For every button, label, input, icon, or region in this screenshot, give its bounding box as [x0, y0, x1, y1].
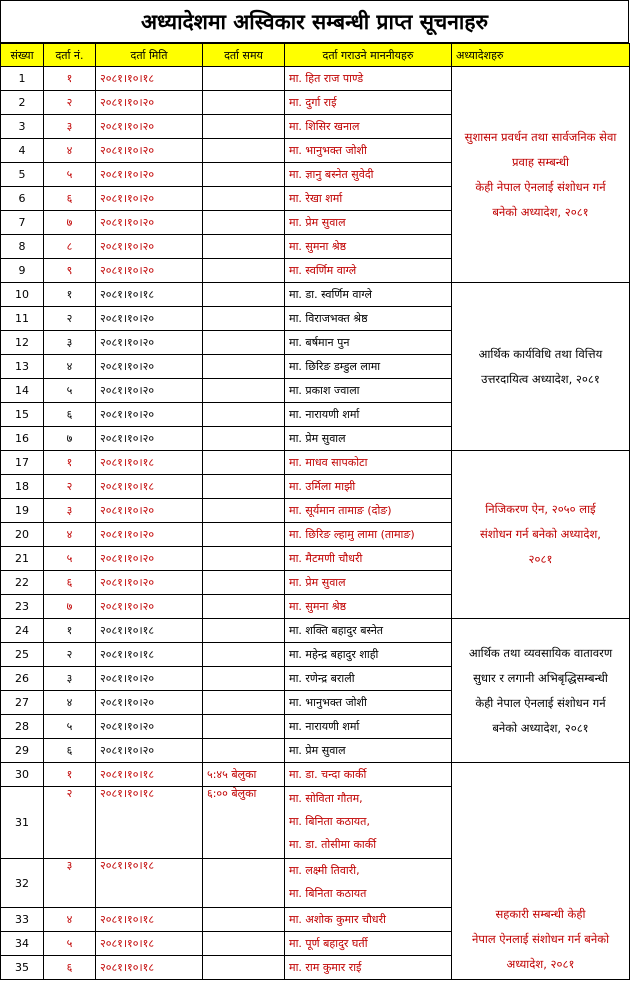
member-name: मा. भानुभक्त जोशी: [289, 144, 367, 157]
reg-date-cell: २०८१।१०।१८: [96, 475, 203, 499]
serial-cell: 9: [1, 259, 44, 283]
serial-cell: 33: [1, 908, 44, 932]
reg-date-cell: २०८१।१०।२०: [96, 571, 203, 595]
reg-no-cell: ३: [44, 115, 96, 139]
reg-time-cell: ५:४५ बेलुका: [203, 763, 285, 787]
reg-no-cell: २: [44, 787, 96, 859]
reg-no-cell: ४: [44, 355, 96, 379]
serial-cell: 32: [1, 859, 44, 908]
reg-time-cell: [203, 475, 285, 499]
reg-date-cell: २०८१।१०।२०: [96, 403, 203, 427]
serial-cell: 10: [1, 283, 44, 307]
reg-time-cell: [203, 547, 285, 571]
member-name: मा. बर्षमान पुन: [289, 336, 350, 349]
reg-date-cell: २०८१।१०।२०: [96, 691, 203, 715]
serial-cell: 6: [1, 187, 44, 211]
member-names-cell: [285, 187, 452, 211]
serial-cell: 8: [1, 235, 44, 259]
member-name: मा. प्रेम सुवाल: [289, 432, 346, 445]
reg-time-cell: [203, 619, 285, 643]
member-names-cell: [285, 571, 452, 595]
member-name: मा. पूर्ण बहादुर घर्ती: [289, 937, 368, 950]
member-name: मा. स्वर्णिम वाग्ले: [289, 264, 357, 277]
member-name: मा. शक्ति बहादुर बस्नेत: [289, 624, 384, 637]
serial-cell: 17: [1, 451, 44, 475]
reg-time-cell: [203, 715, 285, 739]
serial-cell: 19: [1, 499, 44, 523]
serial-cell: 5: [1, 163, 44, 187]
member-name: मा. महेन्द्र बहादुर शाही: [289, 648, 379, 661]
reg-date-cell: २०८१।१०।१८: [96, 619, 203, 643]
reg-no-cell: १: [44, 763, 96, 787]
ordinance-cell: [452, 619, 630, 763]
table-row: [1, 283, 630, 307]
serial-cell: 11: [1, 307, 44, 331]
serial-cell: 20: [1, 523, 44, 547]
reg-time-cell: [203, 163, 285, 187]
member-names-cell: [285, 115, 452, 139]
member-names-cell: [285, 475, 452, 499]
reg-time-cell: [203, 307, 285, 331]
reg-date-cell: २०८१।१०।२०: [96, 115, 203, 139]
reg-date-cell: २०८१।१०।१८: [96, 787, 203, 859]
reg-no-cell: १: [44, 283, 96, 307]
reg-date-cell: २०८१।१०।२०: [96, 355, 203, 379]
reg-time-cell: [203, 67, 285, 91]
member-name: मा. नारायणी शर्मा: [289, 408, 360, 421]
member-names-cell: [285, 331, 452, 355]
reg-no-cell: ९: [44, 259, 96, 283]
ordinance-line: बनेको अध्यादेश, २०८१: [492, 204, 589, 219]
ordinance-line: केही नेपाल ऐनलाई संशोधन गर्न: [475, 179, 606, 194]
member-name: मा. सुमना श्रेष्ठ: [289, 600, 347, 613]
member-names-cell: [285, 787, 452, 859]
reg-time-cell: [203, 427, 285, 451]
ordinance-line: आर्थिक कार्यविधि तथा वित्तिय: [478, 346, 603, 361]
serial-cell: 26: [1, 667, 44, 691]
reg-no-cell: ६: [44, 956, 96, 980]
ordinance-line: प्रवाह सम्बन्धी: [512, 154, 569, 169]
reg-no-cell: ५: [44, 379, 96, 403]
reg-time-cell: [203, 523, 285, 547]
reg-time-cell: [203, 643, 285, 667]
ordinance-line: सहकारी सम्बन्धी केही: [495, 907, 586, 921]
serial-cell: 12: [1, 331, 44, 355]
reg-date-cell: २०८१।१०।१८: [96, 956, 203, 980]
reg-no-cell: ७: [44, 211, 96, 235]
member-name: मा. डा. तोसीमा कार्की: [289, 838, 377, 851]
reg-date-cell: २०८१।१०।२०: [96, 667, 203, 691]
member-name: मा. विराजभक्त श्रेष्ठ: [289, 312, 368, 325]
member-names-cell: [285, 379, 452, 403]
member-name: मा. मैटमणी चौधरी: [289, 552, 363, 565]
page-title: अध्यादेशमा अस्विकार सम्बन्धी प्राप्त सूचनाहरु: [0, 0, 629, 43]
reg-time-cell: [203, 739, 285, 763]
reg-no-cell: ६: [44, 403, 96, 427]
reg-time-cell: [203, 211, 285, 235]
reg-date-cell: २०८१।१०।२०: [96, 259, 203, 283]
member-name: मा. शिसिर खनाल: [289, 120, 360, 133]
header-reg-no: दर्ता नं.: [44, 44, 96, 67]
serial-cell: 27: [1, 691, 44, 715]
reg-time-cell: [203, 403, 285, 427]
reg-time-cell: [203, 331, 285, 355]
reg-date-cell: २०८१।१०।२०: [96, 211, 203, 235]
member-names-cell: [285, 956, 452, 980]
ordinance-line: केही नेपाल ऐनलाई संशोधन गर्न: [475, 695, 606, 710]
member-names-cell: [285, 691, 452, 715]
reg-no-cell: ५: [44, 932, 96, 956]
member-name: मा. डा. चन्दा कार्की: [289, 768, 367, 781]
serial-cell: 31: [1, 787, 44, 859]
reg-date-cell: २०८१।१०।२०: [96, 91, 203, 115]
reg-time-cell: [203, 235, 285, 259]
reg-date-cell: २०८१।१०।१८: [96, 643, 203, 667]
serial-cell: 16: [1, 427, 44, 451]
reg-date-cell: २०८१।१०।२०: [96, 139, 203, 163]
reg-no-cell: ४: [44, 908, 96, 932]
member-name: मा. रेखा शर्मा: [289, 192, 343, 205]
member-names-cell: [285, 643, 452, 667]
member-name: मा. प्रकाश ज्वाला: [289, 384, 360, 397]
reg-date-cell: २०८१।१०।२०: [96, 235, 203, 259]
member-name: मा. सुमना श्रेष्ठ: [289, 240, 347, 253]
reg-time-cell: [203, 91, 285, 115]
member-name: मा. बिनिता कठायत,: [289, 815, 370, 828]
ordinance-line: २०८१: [528, 552, 553, 566]
ordinance-cell: [452, 283, 630, 451]
reg-date-cell: २०८१।१०।१८: [96, 763, 203, 787]
member-name: मा. प्रेम सुवाल: [289, 216, 346, 229]
reg-date-cell: २०८१।१०।२०: [96, 547, 203, 571]
reg-date-cell: २०८१।१०।१८: [96, 859, 203, 908]
reg-no-cell: १: [44, 67, 96, 91]
member-name: मा. सूर्यमान तामाङ (दोङ): [289, 504, 392, 517]
serial-cell: 22: [1, 571, 44, 595]
member-names-cell: [285, 259, 452, 283]
member-names-cell: [285, 307, 452, 331]
reg-date-cell: २०८१।१०।२०: [96, 379, 203, 403]
reg-no-cell: ३: [44, 667, 96, 691]
ordinance-line: संशोधन गर्न बनेको अध्यादेश,: [480, 527, 601, 541]
reg-no-cell: ७: [44, 427, 96, 451]
reg-no-cell: ४: [44, 139, 96, 163]
reg-no-cell: ५: [44, 547, 96, 571]
reg-time-cell: [203, 667, 285, 691]
serial-cell: 15: [1, 403, 44, 427]
member-names-cell: [285, 547, 452, 571]
reg-date-cell: २०८१।१०।२०: [96, 523, 203, 547]
header-reg-date: दर्ता मिति: [96, 44, 203, 67]
member-name: मा. माधव सापकोटा: [289, 456, 368, 469]
reg-time-cell: [203, 451, 285, 475]
ordinance-line: अध्यादेश, २०८१: [506, 957, 575, 971]
reg-date-cell: २०८१।१०।२०: [96, 163, 203, 187]
reg-date-cell: २०८१।१०।१८: [96, 67, 203, 91]
header-ordinances: अध्यादेशहरु: [452, 44, 630, 67]
member-names-cell: [285, 595, 452, 619]
ordinance-line: बनेको अध्यादेश, २०८१: [492, 720, 589, 735]
member-name: मा. नारायणी शर्मा: [289, 720, 360, 733]
header-reg-time: दर्ता समय: [203, 44, 285, 67]
member-names-cell: [285, 235, 452, 259]
reg-date-cell: २०८१।१०।२०: [96, 739, 203, 763]
serial-cell: 4: [1, 139, 44, 163]
member-name: मा. रणेन्द्र बराली: [289, 672, 355, 685]
reg-date-cell: २०८१।१०।२०: [96, 499, 203, 523]
reg-no-cell: १: [44, 451, 96, 475]
serial-cell: 2: [1, 91, 44, 115]
member-names-cell: [285, 355, 452, 379]
ordinance-line: निजिकरण ऐन, २०५० लाई: [485, 502, 596, 516]
member-name: मा. अशोक कुमार चौधरी: [289, 913, 386, 926]
serial-cell: 1: [1, 67, 44, 91]
serial-cell: 29: [1, 739, 44, 763]
reg-date-cell: २०८१।१०।१८: [96, 283, 203, 307]
reg-no-cell: ६: [44, 739, 96, 763]
serial-cell: 7: [1, 211, 44, 235]
serial-cell: 25: [1, 643, 44, 667]
table-row: [1, 619, 630, 643]
member-name: मा. छिरिङ ल्हामु लामा (तामाङ): [289, 528, 415, 541]
member-names-cell: [285, 715, 452, 739]
member-name: मा. उर्मिला माझी: [289, 480, 356, 493]
reg-no-cell: ५: [44, 715, 96, 739]
member-name: मा. सोविता गौतम,: [289, 792, 363, 805]
ordinance-line: उत्तरदायित्व अध्यादेश, २०८१: [481, 371, 600, 386]
member-names-cell: [285, 667, 452, 691]
member-names-cell: [285, 739, 452, 763]
ordinance-line: आर्थिक तथा व्यवसायिक वातावरण: [468, 645, 613, 660]
ordinance-line: सुधार र लगानी अभिबृद्धिसम्बन्धी: [473, 670, 608, 685]
reg-time-cell: [203, 139, 285, 163]
reg-no-cell: ७: [44, 595, 96, 619]
member-names-cell: [285, 163, 452, 187]
serial-cell: 14: [1, 379, 44, 403]
member-names-cell: [285, 763, 452, 787]
reg-time-cell: [203, 379, 285, 403]
reg-no-cell: १: [44, 619, 96, 643]
ordinance-cell: [452, 763, 630, 980]
serial-cell: 3: [1, 115, 44, 139]
reg-date-cell: २०८१।१०।२०: [96, 331, 203, 355]
serial-cell: 21: [1, 547, 44, 571]
header-serial: संख्या: [1, 44, 44, 67]
member-names-cell: [285, 283, 452, 307]
reg-no-cell: २: [44, 475, 96, 499]
member-name: मा. हित राज पाण्डे: [289, 72, 364, 85]
member-name: मा. प्रेम सुवाल: [289, 576, 346, 589]
reg-time-cell: [203, 691, 285, 715]
reg-time-cell: [203, 908, 285, 932]
member-names-cell: [285, 403, 452, 427]
reg-time-cell: [203, 259, 285, 283]
member-name: मा. दुर्गा राई: [289, 96, 337, 109]
member-names-cell: [285, 908, 452, 932]
reg-date-cell: २०८१।१०।२०: [96, 595, 203, 619]
member-names-cell: [285, 859, 452, 908]
ordinance-line: नेपाल ऐनलाई संशोधन गर्न बनेको: [471, 932, 610, 946]
serial-cell: 28: [1, 715, 44, 739]
member-names-cell: [285, 451, 452, 475]
reg-no-cell: २: [44, 643, 96, 667]
serial-cell: 30: [1, 763, 44, 787]
reg-date-cell: २०८१।१०।२०: [96, 427, 203, 451]
reg-time-cell: [203, 115, 285, 139]
member-names-cell: [285, 91, 452, 115]
reg-date-cell: २०८१।१०।१८: [96, 908, 203, 932]
reg-date-cell: २०८१।१०।२०: [96, 187, 203, 211]
ordinance-line: सुशासन प्रवर्धन तथा सार्वजनिक सेवा: [464, 129, 617, 144]
reg-no-cell: ६: [44, 187, 96, 211]
reg-no-cell: ३: [44, 859, 96, 908]
reg-time-cell: [203, 932, 285, 956]
reg-date-cell: २०८१।१०।२०: [96, 307, 203, 331]
reg-date-cell: २०८१।१०।२०: [96, 715, 203, 739]
reg-no-cell: ४: [44, 523, 96, 547]
member-name: मा. बिनिता कठायत: [289, 887, 367, 900]
serial-cell: 24: [1, 619, 44, 643]
member-name: मा. ज्ञानु बस्नेत सुवेदी: [289, 168, 374, 181]
member-name: मा. राम कुमार राई: [289, 961, 362, 974]
reg-no-cell: ६: [44, 571, 96, 595]
serial-cell: 23: [1, 595, 44, 619]
reg-time-cell: [203, 956, 285, 980]
reg-time-cell: [203, 283, 285, 307]
ordinance-table: [0, 43, 630, 980]
reg-no-cell: २: [44, 91, 96, 115]
reg-time-cell: [203, 595, 285, 619]
reg-time-cell: [203, 187, 285, 211]
reg-no-cell: ५: [44, 163, 96, 187]
table-row: [1, 451, 630, 475]
serial-cell: 13: [1, 355, 44, 379]
member-names-cell: [285, 211, 452, 235]
reg-no-cell: ४: [44, 691, 96, 715]
reg-date-cell: २०८१।१०।१८: [96, 932, 203, 956]
member-name: मा. प्रेम सुवाल: [289, 744, 346, 757]
member-names-cell: [285, 932, 452, 956]
reg-time-cell: [203, 499, 285, 523]
serial-cell: 34: [1, 932, 44, 956]
serial-cell: 35: [1, 956, 44, 980]
reg-date-cell: २०८१।१०।१८: [96, 451, 203, 475]
member-names-cell: [285, 523, 452, 547]
serial-cell: 18: [1, 475, 44, 499]
reg-no-cell: २: [44, 307, 96, 331]
reg-no-cell: ३: [44, 331, 96, 355]
ordinance-cell: [452, 67, 630, 283]
table-row: [1, 763, 630, 787]
member-names-cell: [285, 499, 452, 523]
member-names-cell: [285, 67, 452, 91]
reg-no-cell: ८: [44, 235, 96, 259]
reg-time-cell: [203, 571, 285, 595]
ordinance-cell: [452, 451, 630, 619]
reg-time-cell: [203, 859, 285, 908]
reg-time-cell: ६:०० बेलुका: [203, 787, 285, 859]
member-names-cell: [285, 427, 452, 451]
member-name: मा. लक्ष्मी तिवारी,: [289, 864, 360, 877]
header-row: [1, 44, 630, 67]
header-members: दर्ता गराउने माननीयहरु: [285, 44, 452, 67]
table-row: [1, 67, 630, 91]
member-name: मा. डा. स्वर्णिम वाग्ले: [289, 288, 372, 301]
member-name: मा. भानुभक्त जोशी: [289, 696, 367, 709]
member-names-cell: [285, 619, 452, 643]
reg-no-cell: ३: [44, 499, 96, 523]
member-names-cell: [285, 139, 452, 163]
member-name: मा. छिरिङ डम्डुल लामा: [289, 360, 381, 373]
reg-time-cell: [203, 355, 285, 379]
